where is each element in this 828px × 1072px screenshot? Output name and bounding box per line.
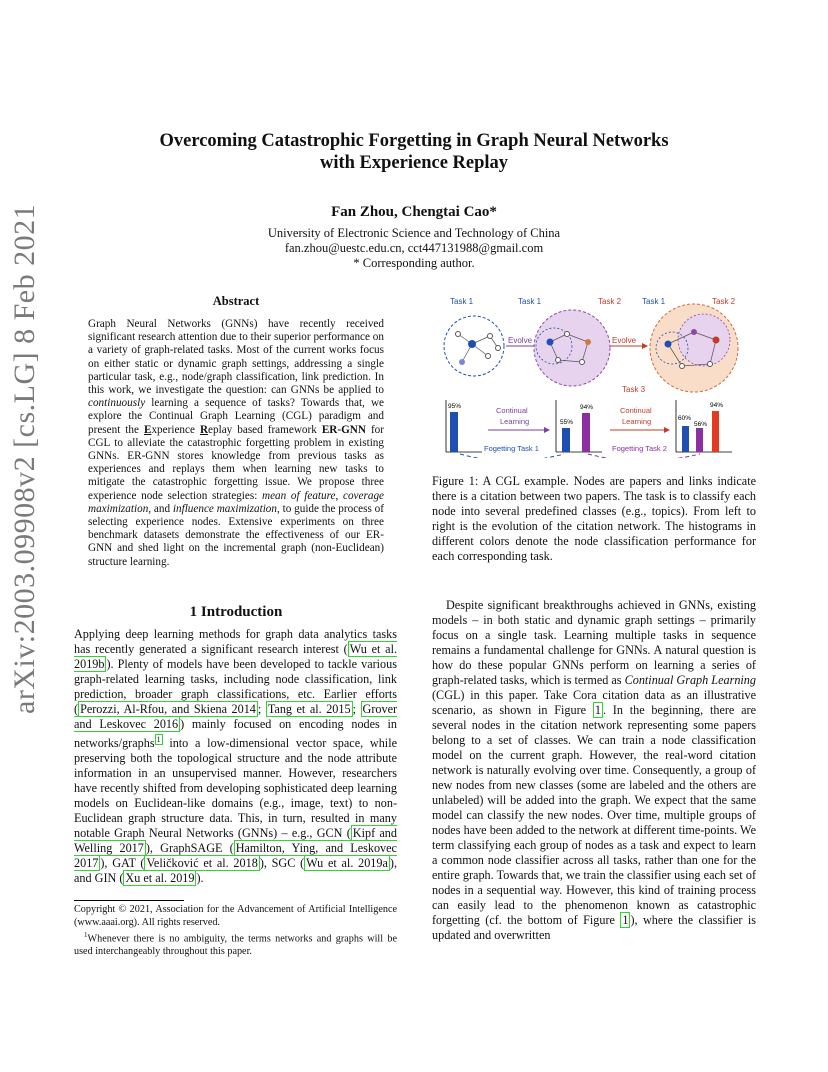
graph-task3 xyxy=(650,304,738,392)
accuracy-label: 94% xyxy=(580,404,594,411)
affiliation: University of Electronic Science and Technology of China fan.zhou@uestc.edu.cn, cct447131988@gmail.com * Corresponding author. xyxy=(267,226,561,270)
task2-label: Task 2 xyxy=(712,297,736,306)
citation-link[interactable]: Tang et al. 2015 xyxy=(267,702,351,716)
accuracy-label: 94% xyxy=(710,402,724,409)
learning-label: Learning xyxy=(500,417,530,426)
evolve-arrow xyxy=(610,336,648,349)
citation-link[interactable]: Perozzi, Al-Rfou, and Skiena 2014 xyxy=(80,702,256,716)
task1-label: Task 1 xyxy=(450,297,474,306)
figure-caption: Figure 1: A CGL example. Nodes are papers and links indicate there is a citation between two papers. The task is to classify each node into several predefined classes (e.g., topics). From left to right is the evolution of the citation network. The histograms in different colors denote the node classification performance for each corresponding task. xyxy=(432,474,756,563)
figure-cgl-example xyxy=(432,292,756,458)
footnotes xyxy=(74,900,397,958)
continual-label: Continual xyxy=(496,406,528,415)
continual-learning-arrow-2 xyxy=(610,406,670,433)
footnote-rule xyxy=(74,900,184,901)
accuracy-label: 60% xyxy=(678,415,692,422)
authors: Fan Zhou, Chengtai Cao* xyxy=(331,204,497,220)
evolve-label: Evolve xyxy=(508,336,533,345)
histogram-1 xyxy=(446,400,482,452)
footnote-link[interactable]: 1 xyxy=(156,735,161,744)
citation-link[interactable]: Wu et al. 2019b xyxy=(74,642,398,671)
graph-task1 xyxy=(444,316,504,376)
citation-link[interactable]: Grover and Leskovec 2016 xyxy=(74,702,398,731)
forgetting-task1-label: Fogetting Task 1 xyxy=(484,444,539,453)
accuracy-label: 55% xyxy=(560,419,574,426)
figure-reference-link[interactable]: 1 xyxy=(622,913,629,927)
forgetting-annotations xyxy=(460,444,700,458)
accuracy-label: 56% xyxy=(694,421,708,428)
continual-label: Continual xyxy=(620,406,652,415)
citation-link[interactable]: Hamilton, Ying, and Leskovec 2017 xyxy=(74,841,397,871)
right-column-paragraph: Despite significant breakthroughs achieved in GNNs, existing models – in both static and dynamic graph settings – primarily focus on a single task. Learning multiple tasks in sequence remains a fundamental challenge for GNNs. A natural question is how do these popular GNNs perform on learning a series of graph-related tasks, which is termed as Continual Graph Learning (CGL) in this paper. Take Cora citation data as an illustrative scenario, as shown in Figure 1 . In the beginning, there are several nodes in the citation network representing some papers belong to a set of classes. We can train a node classification model on the current graph. However, the real-word citation network is naturally evolving over time. Consequently, a group of new nodes from new classes (some are labeled and the others are unlabeled) will be added into the graph. We expect that the same model can classify the new nodes. Over time, multiple groups of nodes have been added to the network at different time-points. We term classifying each group of nodes as a task and expect to learn a common node classifier across all tasks, rather than one for the entire graph. Towards that, we train the classifier using each set of nodes in a sequential way. However, this kind of training process can easily lead to the phenomenon known as catastrophic forgetting (cf. the bottom of Figure 1 ), where the classifier is updated and overwritten xyxy=(432,598,757,942)
histogram-3 xyxy=(676,400,732,452)
task3-label: Task 3 xyxy=(622,385,646,394)
histogram-2 xyxy=(556,400,602,452)
forgetting-task2-label: Fogetting Task 2 xyxy=(612,444,667,453)
abstract-heading: Abstract xyxy=(212,294,260,308)
citation-link[interactable]: Kipf and Welling 2017 xyxy=(74,826,397,856)
paper-title: Overcoming Catastrophic Forgetting in Graph Neural Networks with Experience Replay xyxy=(159,131,669,173)
evolve-label: Evolve xyxy=(612,336,637,345)
figure-reference-link[interactable]: 1 xyxy=(594,703,601,717)
continual-learning-arrow-1 xyxy=(488,406,550,433)
task1-label: Task 1 xyxy=(518,297,542,306)
task2-label: Task 2 xyxy=(598,297,622,306)
task1-label: Task 1 xyxy=(642,297,666,306)
section-heading-introduction: 1 Introduction xyxy=(189,604,283,620)
citation-link[interactable]: Wu et al. 2019a xyxy=(306,856,388,871)
copyright-notice: Copyright © 2021, Association for the Advancement of Artificial Intelligence (www.aaai.org). All rights reserved. xyxy=(74,904,397,928)
citation-link[interactable]: Veličković et al. 2018 xyxy=(146,856,258,871)
introduction-paragraph: Applying deep learning methods for graph data analytics tasks has recently generated a significant research interest ( Wu et al. 2019b ). Plenty of models have been developed to tackle various graph-related learning tasks, including node classification, link prediction, broader graph classifications, etc. Earlier efforts ( Perozzi, Al-Rfou, and Skiena 2014 ; Tang et al. 2015 ; Grover and Leskovec 2016 ) mainly focused on encoding nodes in networks/graphs $^1$ into a low-dimensional vector space, while preserving both the topological structure and the node attribute information in an unsupervised manner. However, researchers have recently shifted from developing sophisticated deep learning models on Euclidean-like domains (e.g., image, text) to non-Euclidean graph structure data. This, in turn, resulted in many notable Graph Neural Networks (GNNs) – e.g., GCN ( Kipf and Welling 2017 ), GraphSAGE ( Hamilton, Ying, and Leskovec 2017 ), GAT ( Veličković et al. 2018 ), SGC ( Wu et al. 2019a ), and GIN ( Xu et al. 2019 ). xyxy=(74,627,398,886)
graph-task2 xyxy=(534,310,610,386)
abstract-body: Graph Neural Networks (GNNs) have recently received significant research attention due to their superior performance on a variety of graph-related tasks. Most of the current works focus on either static or dynamic graph settings, addressing a single particular task, e.g., node/graph classification, link prediction. In this work, we investigate the question: can GNNs be applied to continuously learning a sequence of tasks? Towards that, we explore the Continual Graph Learning (CGL) paradigm and present the Experience Replay based framework ER-GNN for CGL to alleviate the catastrophic forgetting problem in existing GNNs. ER-GNN stores knowledge from previous tasks as experiences and replays them when learning new tasks to mitigate the catastrophic forgetting issue. We propose three experience node selection strategies: mean of feature, coverage maximization, and influence maximization, to guide the process of selecting experience nodes. Extensive experiments on three benchmark datasets demonstrate the effectiveness of our ER-GNN and shed light on the incremental graph (non-Euclidean) structure learning. xyxy=(88,318,384,568)
arxiv-identifier: arXiv:2003.09908v2 [cs.LG] 8 Feb 2021 xyxy=(8,203,41,714)
footnote-1: $^1$Whenever there is no ambiguity, the terms networks and graphs will be used interchangeably throughout this paper. xyxy=(74,931,397,957)
accuracy-label: 95% xyxy=(448,403,462,410)
citation-link[interactable]: Xu et al. 2019 xyxy=(125,871,195,886)
learning-label: Learning xyxy=(622,417,652,426)
